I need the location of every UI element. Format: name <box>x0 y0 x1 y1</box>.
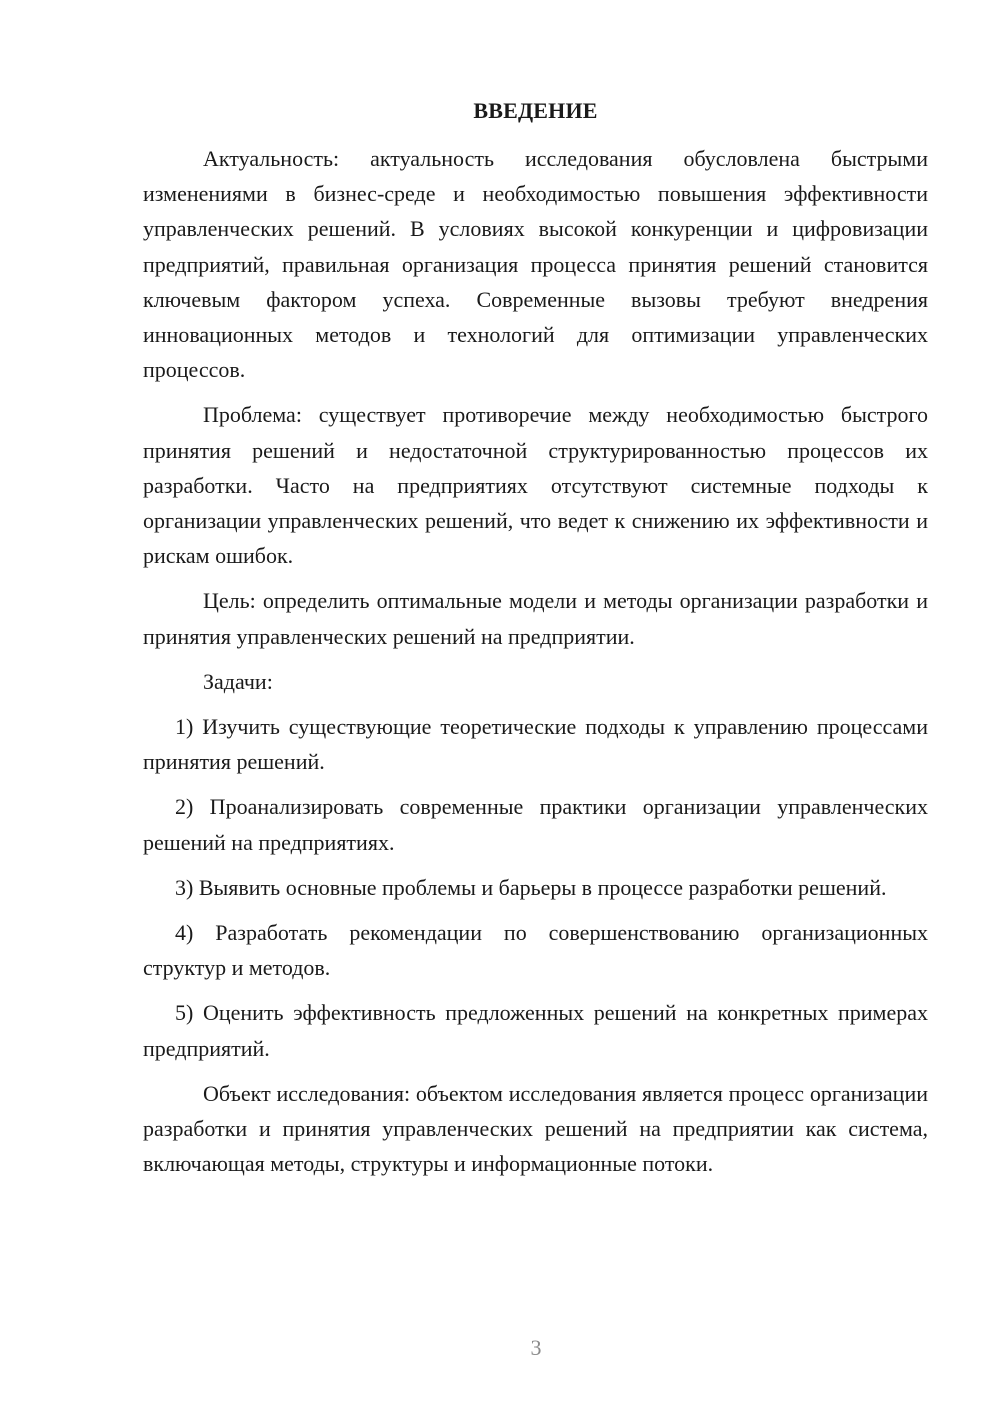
task-item-2: 2) Проанализировать современные практики организации управленческих решений на предприятиях. <box>143 794 928 855</box>
tasks-heading: Задачи: <box>203 668 273 694</box>
task-item-1: 1) Изучить существующие теоретические подходы к управлению процессами принятия решений. <box>143 714 928 775</box>
paragraph-problem: Проблема: существует противоречие между необходимостью быстрого принятия решений и недостаточной структурированностью процессов их разработки. Часто на предприятиях отсутствуют системные подходы к организации управленческих решений, что ведет к снижению их эффективности и рискам ошибок. <box>143 402 928 569</box>
paragraph-goal: Цель: определить оптимальные модели и методы организации разработки и принятия управленческих решений на предприятии. <box>143 588 928 649</box>
task-item-5: 5) Оценить эффективность предложенных решений на конкретных примерах предприятий. <box>143 1000 928 1061</box>
section-title: ВВЕДЕНИЕ <box>473 98 598 123</box>
paragraph-object: Объект исследования: объектом исследования является процесс организации разработки и принятия управленческих решений на предприятии как система, включающая методы, структуры и информационные потоки. <box>143 1080 928 1177</box>
paragraph-relevance: Актуальность: актуальность исследования обусловлена быстрыми изменениями в бизнес-среде и необходимостью повышения эффективности управленческих решений. В условиях высокой конкуренции и цифровизации предприятий, правильная организация процесса принятия решений становится ключевым фактором успеха. Современные вызовы требуют внедрения инновационных методов и технологий для оптимизации управленческих процессов. <box>143 146 928 383</box>
task-item-4: 4) Разработать рекомендации по совершенствованию организационных структур и методов. <box>143 920 928 981</box>
task-item-3: 3) Выявить основные проблемы и барьеры в процессе разработки решений. <box>175 874 887 900</box>
document-body <box>143 141 928 1191</box>
page-number: 3 <box>530 1335 542 1360</box>
